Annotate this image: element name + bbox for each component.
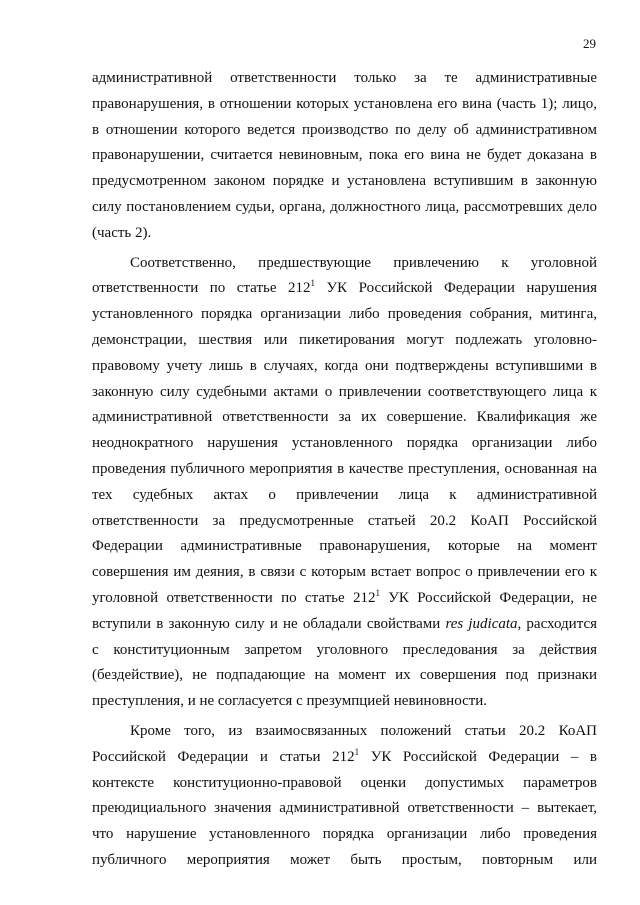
text-segment: УК Российской Федерации, не: [379, 589, 597, 606]
text-line: преюдициального значения административной ответственности – вытекает,: [92, 800, 597, 817]
superscript: 1: [310, 278, 315, 289]
text-line: правонарушении, считается невиновным, пока его вина не будет доказана в: [92, 147, 597, 164]
paragraph-3: [92, 719, 597, 874]
text-segment: УК Российской Федерации – в: [359, 748, 597, 765]
text-line: ответственности за предусмотренные статьей 20.2 КоАП Российской: [92, 512, 597, 529]
text-line: Кроме того, из взаимосвязанных положений статьи 20.2 КоАП: [130, 722, 597, 739]
text-line: (часть 2).: [92, 224, 152, 241]
text-line: правонарушения, в отношении которых установлена его вина (часть 1); лицо,: [92, 95, 597, 112]
text-line: что нарушение установленного порядка организации либо проведения: [92, 826, 597, 843]
page-number: 29: [583, 36, 596, 51]
text-line: Соответственно, предшествующие привлечению к уголовной: [130, 254, 597, 271]
text-line: Федерации административные правонарушения, которые на момент: [92, 538, 597, 555]
text-line: совершения им деяния, в связи с которым встает вопрос о привлечении его к: [92, 564, 597, 581]
text-line: законную силу судебными актами о привлечении соответствующего лица к: [92, 383, 597, 400]
text-segment: Российской Федерации и статьи 212: [92, 748, 355, 765]
text-segment: , расходится: [517, 615, 597, 632]
paragraph-2: [92, 251, 597, 715]
text-line: [92, 745, 597, 771]
text-line: с конституционным запретом уголовного преследования за действия: [92, 641, 597, 658]
text-line: преступления, и не согласуется с презумпцией невиновности.: [92, 693, 488, 710]
text-line: правовому учету лишь в случаях, когда они подтверждены вступившими в: [92, 357, 597, 374]
text-line: [92, 276, 597, 302]
text-line: демонстрации, шествия или пикетирования могут подлежать уголовно-: [92, 331, 597, 348]
text-line: [92, 586, 597, 612]
text-segment: вступили в законную силу и не обладали свойствами: [92, 615, 446, 632]
text-line: силу постановлением судьи, органа, должностного лица, рассмотревших дело: [92, 198, 597, 215]
text-line: предусмотренном законом порядке и установлена вступившим в законную: [92, 173, 597, 190]
text-line: установленного порядка организации либо проведения собрания, митинга,: [92, 306, 597, 323]
text-line: контексте конституционно-правовой оценки допустимых параметров: [92, 774, 597, 791]
text-line: тех судебных актах о привлечении лица к административной: [92, 486, 597, 503]
text-segment: УК Российской Федерации нарушения: [315, 280, 597, 297]
text-line: публичного мероприятия может быть простым, повторным или: [92, 851, 597, 868]
text-line: неоднократного нарушения установленного порядка организации либо: [92, 435, 597, 452]
paragraph-1: [92, 66, 597, 247]
text-segment: уголовной ответственности по статье 212: [92, 589, 376, 606]
text-line: административной ответственности за их совершение. Квалификация же: [92, 409, 597, 426]
text-segment: ответственности по статье 212: [92, 280, 311, 297]
text-line: административной ответственности только за те административные: [92, 70, 597, 86]
text-line: в отношении которого ведется производство по делу об административном: [92, 121, 597, 138]
text-line: (бездействие), не подпадающие на момент их совершения под признаки: [92, 667, 597, 684]
text-line: проведения публичного мероприятия в качестве преступления, основанная на: [92, 460, 597, 477]
superscript: 1: [375, 587, 380, 598]
text-line: [92, 612, 597, 638]
body-text: [92, 66, 597, 874]
latin-term: res judicata: [445, 615, 518, 632]
superscript: 1: [354, 746, 360, 757]
